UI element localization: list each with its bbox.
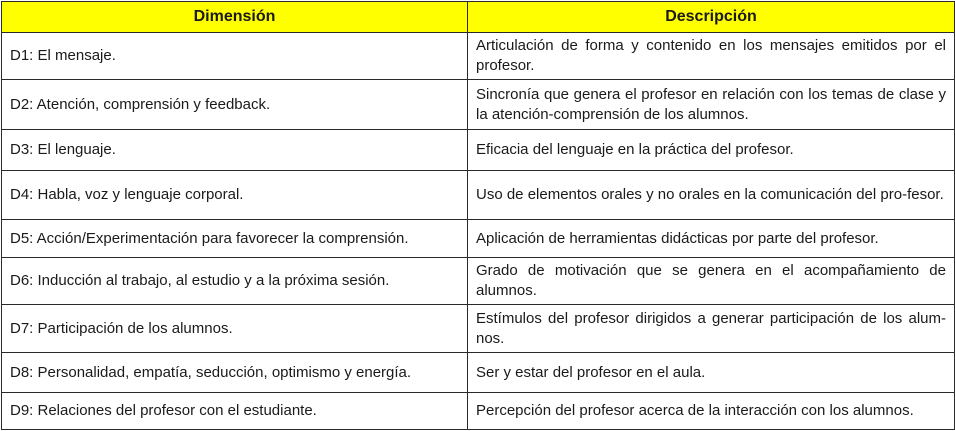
table-row xyxy=(2,305,955,353)
header-dimension: Dimensión xyxy=(2,2,468,33)
table-row xyxy=(2,353,955,393)
description-cell: Grado de motivación que se genera en el acompañamiento de alumnos. xyxy=(468,258,955,305)
description-cell: Uso de elementos orales y no orales en la comunicación del pro-fesor. xyxy=(468,171,955,220)
description-cell: Articulación de forma y contenido en los mensajes emitidos por el profesor. xyxy=(468,33,955,80)
table-row xyxy=(2,33,955,80)
dimension-cell: D2: Atención, comprensión y feedback. xyxy=(2,80,468,130)
header-description: Descripción xyxy=(468,2,955,33)
description-cell: Ser y estar del profesor en el aula. xyxy=(468,353,955,393)
dimension-cell: D4: Habla, voz y lenguaje corporal. xyxy=(2,171,468,220)
header-row xyxy=(2,2,955,33)
table-row xyxy=(2,171,955,220)
table-row xyxy=(2,393,955,430)
description-cell: Eficacia del lenguaje en la práctica del profesor. xyxy=(468,130,955,171)
table-row xyxy=(2,220,955,258)
table-row xyxy=(2,258,955,305)
dimension-cell: D5: Acción/Experimentación para favorecer la comprensión. xyxy=(2,220,468,258)
description-cell: Estímulos del profesor dirigidos a generar participación de los alum-nos. xyxy=(468,305,955,353)
description-cell: Percepción del profesor acerca de la interacción con los alumnos. xyxy=(468,393,955,430)
dimension-cell: D8: Personalidad, empatía, seducción, optimismo y energía. xyxy=(2,353,468,393)
dimension-cell: D6: Inducción al trabajo, al estudio y a la próxima sesión. xyxy=(2,258,468,305)
dimension-cell: D9: Relaciones del profesor con el estudiante. xyxy=(2,393,468,430)
dimension-cell: D7: Participación de los alumnos. xyxy=(2,305,468,353)
description-cell: Aplicación de herramientas didácticas por parte del profesor. xyxy=(468,220,955,258)
dimensions-table xyxy=(1,1,955,430)
table-row xyxy=(2,130,955,171)
description-cell: Sincronía que genera el profesor en relación con los temas de clase y la atención-comprensión de los alumnos. xyxy=(468,80,955,130)
dimension-cell: D1: El mensaje. xyxy=(2,33,468,80)
dimension-cell: D3: El lenguaje. xyxy=(2,130,468,171)
table-row xyxy=(2,80,955,130)
